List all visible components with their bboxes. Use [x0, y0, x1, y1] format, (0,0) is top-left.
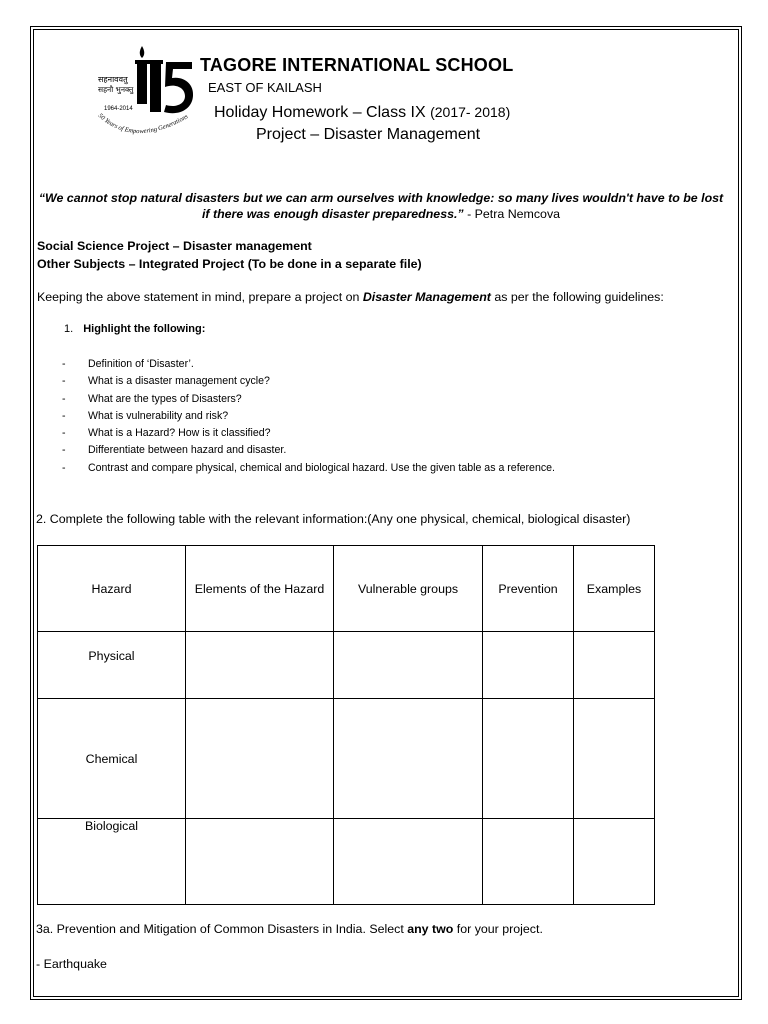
logo-years: 1964-2014: [104, 106, 133, 112]
table-row: [38, 699, 655, 819]
table-row: [38, 819, 655, 905]
table-header-cell: Examples: [574, 546, 655, 632]
table-cell: [334, 699, 483, 819]
table-header-cell: Prevention: [483, 546, 574, 632]
school-logo: [92, 42, 202, 142]
list-item: - Contrast and compare physical, chemical and biological hazard. Use the given table as a reference.: [62, 461, 555, 474]
table-cell: [334, 819, 483, 905]
table-header-cell: Hazard: [38, 546, 186, 632]
section3-text-end: for your project.: [453, 922, 543, 936]
table-row-label: Biological: [38, 819, 186, 905]
quote-block: [36, 190, 726, 222]
table-cell: [483, 699, 574, 819]
section3-text: 3a. Prevention and Mitigation of Common Disasters in India. Select: [36, 922, 408, 936]
table-row-label: Chemical: [38, 699, 186, 819]
logo-motto-line1: सहनाववतु: [98, 75, 128, 84]
project-title: Project – Disaster Management: [256, 126, 481, 143]
table-cell: [574, 819, 655, 905]
logo-tagline: 50 Years of Empowering Generations: [96, 112, 190, 136]
homework-title: [214, 104, 510, 122]
title-year: (2017- 2018): [430, 104, 511, 120]
list-item: - Definition of ‘Disaster’.: [62, 358, 194, 370]
subject-line-social-science: Social Science Project – Disaster management: [37, 239, 312, 253]
section3-item-earthquake: - Earthquake: [36, 957, 107, 971]
school-name: TAGORE INTERNATIONAL SCHOOL: [200, 55, 514, 75]
table-cell: [334, 632, 483, 699]
quote-author: - Petra Nemcova: [463, 207, 561, 221]
school-branch: EAST OF KAILASH: [208, 80, 322, 95]
table-header-row: [38, 546, 655, 632]
section1-heading: [64, 323, 205, 335]
intro-text-end: as per the following guidelines:: [490, 290, 664, 304]
table-row: [38, 632, 655, 699]
section1-label: Highlight the following:: [83, 323, 206, 335]
intro-paragraph: [37, 290, 664, 304]
list-item: - What are the types of Disasters?: [62, 392, 242, 405]
intro-text: Keeping the above statement in mind, prepare a project on: [37, 290, 363, 304]
section2-instruction: 2. Complete the following table with the relevant information:(Any one physical, chemical, biological disaster): [36, 512, 631, 526]
table-cell: [186, 819, 334, 905]
quote-text: “We cannot stop natural disasters but we can arm ourselves with knowledge: so many lives wouldn't have to be lost if there was enough disaster preparedness.”: [38, 191, 724, 221]
logo-motto-line2: सहनौ भुनक्तु: [98, 85, 134, 94]
section3-emphasis: any two: [407, 922, 454, 936]
table-header-cell: Elements of the Hazard: [186, 546, 334, 632]
list-item: - What is a disaster management cycle?: [62, 375, 270, 388]
section1-number: 1.: [64, 323, 74, 335]
list-item: - What is a Hazard? How is it classified?: [62, 427, 271, 440]
table-cell: [483, 632, 574, 699]
table-cell: [186, 699, 334, 819]
table-header-cell: Vulnerable groups: [334, 546, 483, 632]
section3-instruction: [36, 922, 543, 936]
table-cell: [574, 632, 655, 699]
hazard-table: [37, 545, 655, 905]
list-item: - Differentiate between hazard and disaster.: [62, 444, 287, 457]
list-item: - What is vulnerability and risk?: [62, 409, 229, 422]
intro-emphasis: Disaster Management: [362, 290, 491, 304]
title-text: Holiday Homework – Class IX: [214, 104, 431, 121]
table-cell: [186, 632, 334, 699]
table-row-label: Physical: [38, 632, 186, 699]
table-cell: [483, 819, 574, 905]
table-cell: [574, 699, 655, 819]
subject-line-other: Other Subjects – Integrated Project (To be done in a separate file): [37, 257, 422, 271]
section1-list: [62, 358, 555, 479]
